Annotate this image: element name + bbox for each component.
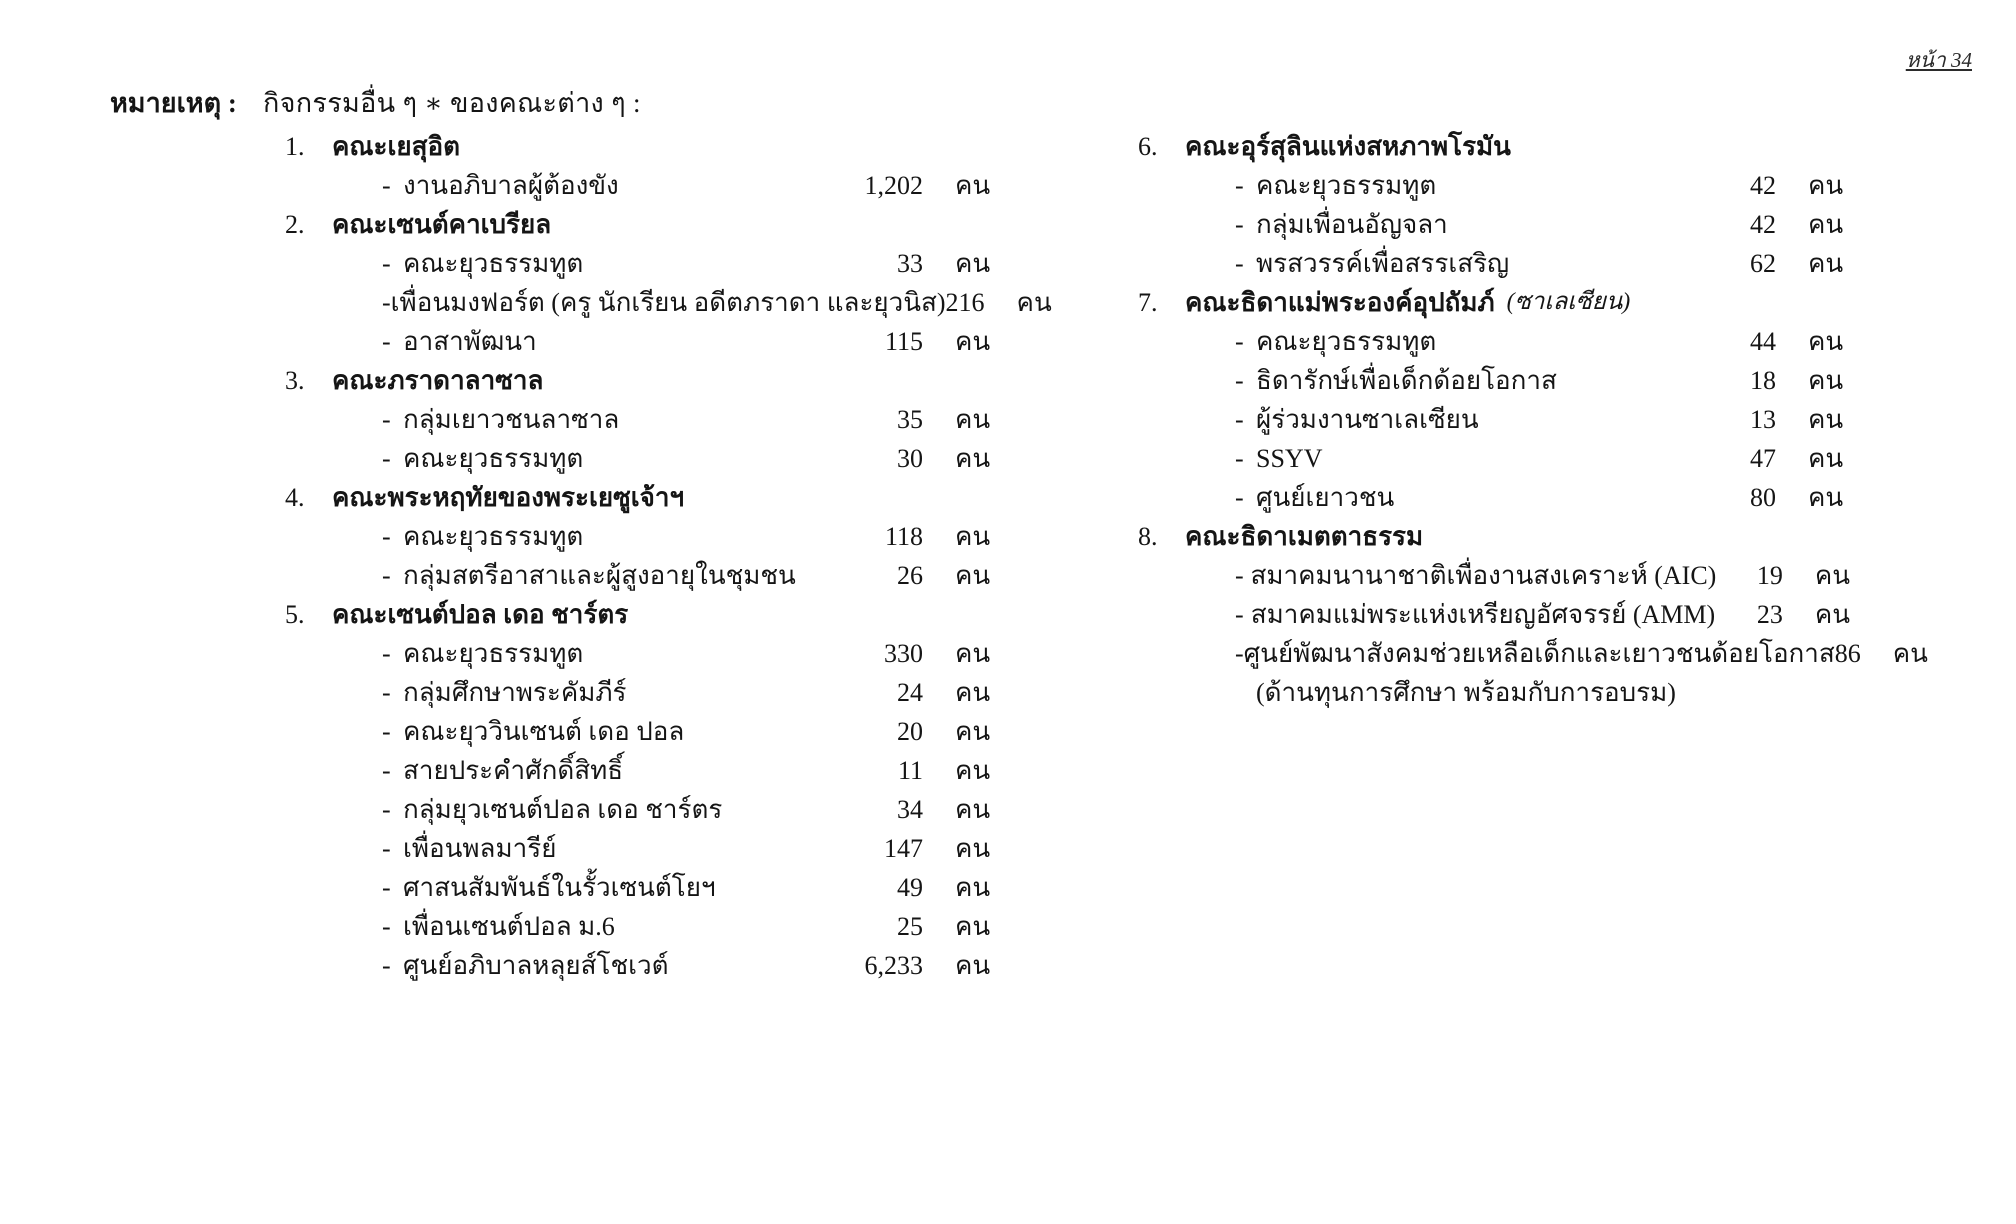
activity-count: 19 [1756,561,1783,590]
activity-row [1138,400,1850,439]
activity-row [285,790,997,829]
activity-count: 23 [1756,600,1783,629]
activity-count: 42 [1750,210,1776,239]
section-number: 5. [285,600,305,629]
dash-bullet: - [1235,405,1244,434]
activity-label: ศาสนสัมพันธ์ในรั้วเซนต์โยฯ [403,873,716,902]
activity-row [285,439,997,478]
right-column [1138,127,1928,712]
activity-label: กลุ่มยุวเซนต์ปอล เดอ ชาร์ตร [403,795,723,824]
activity-count: 62 [1750,249,1776,278]
dash-bullet: - [1235,327,1244,356]
activity-unit: คน [955,171,991,200]
section-header [285,595,997,634]
activity-row [1138,205,1850,244]
activity-unit: คน [1814,600,1850,629]
activity-count: 147 [884,834,923,863]
activity-unit: คน [955,756,991,785]
activity-count: 330 [884,639,923,668]
activity-label: กลุ่มสตรีอาสาและผู้สูงอายุในชุมชน [403,561,796,590]
activity-label: ผู้ร่วมงานซาเลเซียน [1256,405,1479,434]
activity-count: 42 [1750,171,1776,200]
dash-bullet: - [1235,210,1244,239]
dash-bullet: - [382,756,391,785]
section-title: คณะเซนต์ปอล เดอ ชาร์ตร [332,600,629,629]
section-number: 2. [285,210,305,239]
note-label: หมายเหตุ : [110,88,237,118]
page-number: หน้า 34 [1905,48,1972,72]
section [285,205,1052,361]
activity-unit: คน [1808,171,1844,200]
activity-row [1138,556,1850,595]
activity-label: ศูนย์เยาวชน [1256,483,1395,512]
section-number: 8. [1138,522,1158,551]
activity-count: 86 [1834,639,1861,668]
dash-bullet: - [382,912,391,941]
activity-row [285,244,997,283]
activity-label: สมาคมแม่พระแห่งเหรียญอัศจรรย์ (AMM) [1250,600,1716,629]
activity-unit: คน [1016,288,1052,317]
activity-unit: คน [1808,405,1844,434]
activity-unit: คน [955,834,991,863]
dash-bullet: - [382,834,391,863]
activity-count: 47 [1750,444,1776,473]
dash-bullet: - [382,561,391,590]
dash-bullet: - [382,171,391,200]
activity-count: 30 [897,444,923,473]
activity-row [285,400,997,439]
activity-row [285,829,997,868]
activity-count: 80 [1750,483,1776,512]
activity-label: คณะยุวธรรมทูต [403,249,584,278]
dash-bullet: - [382,873,391,902]
activity-row [1138,478,1850,517]
activity-unit: คน [955,639,991,668]
dash-bullet: - [1235,366,1244,395]
activity-label: เพื่อนพลมารีย์ [403,834,557,863]
activity-count: 26 [897,561,923,590]
activity-unit: คน [955,561,991,590]
activity-row [285,322,997,361]
activity-unit: คน [1892,639,1928,668]
activity-label: คณะยุวธรรมทูต [1256,171,1437,200]
activity-label: คณะยุวธรรมทูต [403,522,584,551]
dash-bullet: - [1235,561,1244,590]
activity-unit: คน [955,522,991,551]
dash-bullet: - [382,678,391,707]
activity-row [1138,595,1850,634]
activity-unit: คน [955,405,991,434]
activity-label: คณะยุวธรรมทูต [403,639,584,668]
activity-row [285,283,1052,322]
activity-label: ธิดารักษ์เพื่อเด็กด้อยโอกาส [1256,366,1557,395]
section-title: คณะภราดาลาซาล [332,366,544,395]
activity-unit: คน [1814,561,1850,590]
activity-unit: คน [955,444,991,473]
activity-row [285,712,997,751]
section-header [285,478,997,517]
activity-unit: คน [1808,327,1844,356]
section-header [1138,127,1850,166]
dash-bullet: - [1235,600,1244,629]
activity-unit: คน [955,249,991,278]
activity-label: คณะยุววินเซนต์ เดอ ปอล [403,717,685,746]
dash-bullet: - [382,444,391,473]
activity-note-row [1138,673,1850,712]
section-title: คณะธิดาแม่พระองค์อุปถัมภ์ [1185,288,1495,317]
activity-count: 6,233 [864,951,923,980]
activity-count: 49 [897,873,923,902]
activity-unit: คน [1808,249,1844,278]
dash-bullet: - [1235,483,1244,512]
activity-unit: คน [955,678,991,707]
activity-label: SSYV [1256,444,1323,473]
activity-count: 216 [945,288,985,317]
dash-bullet: - [1235,444,1244,473]
section-title: คณะธิดาเมตตาธรรม [1185,522,1424,551]
activity-row [285,517,997,556]
activity-count: 11 [897,756,923,785]
activity-unit: คน [1808,444,1844,473]
section-title: คณะอุร์สุลินแห่งสหภาพโรมัน [1185,132,1511,161]
section-title-suffix: (ซาเลเซียน) [1506,289,1631,315]
section [285,595,997,985]
dash-bullet: - [382,327,391,356]
activity-count: 25 [897,912,923,941]
section-header [285,361,997,400]
activity-row [285,556,997,595]
activity-count: 13 [1750,405,1776,434]
activity-count: 33 [897,249,923,278]
activity-unit: คน [1808,210,1844,239]
section-number: 3. [285,366,305,395]
section [285,478,997,595]
activity-row [285,868,997,907]
activity-unit: คน [955,873,991,902]
dash-bullet: - [382,405,391,434]
activity-count: 20 [897,717,923,746]
dash-bullet: - [382,717,391,746]
section-header [285,127,997,166]
activity-label: คณะยุวธรรมทูต [403,444,584,473]
activity-row [285,166,997,205]
section-header [1138,283,1850,322]
activity-count: 118 [884,522,923,551]
activity-unit: คน [955,327,991,356]
section-title: คณะเยสุอิต [332,132,460,161]
activity-count: 35 [897,405,923,434]
section [1138,283,1850,517]
note-text: กิจกรรมอื่น ๆ ∗ ของคณะต่าง ๆ : [263,88,641,118]
dash-bullet: - [382,795,391,824]
section-title: คณะพระหฤทัยของพระเยซูเจ้าฯ [332,483,685,512]
activity-label: กลุ่มเยาวชนลาซาล [403,405,620,434]
activity-label: งานอภิบาลผู้ต้องขัง [403,171,619,200]
activity-label: พรสวรรค์เพื่อสรรเสริญ [1256,249,1510,278]
activity-unit: คน [955,795,991,824]
section [285,127,997,205]
activity-label: อาสาพัฒนา [403,327,537,356]
section-number: 1. [285,132,305,161]
activity-row [1138,634,1928,673]
section-header [285,205,997,244]
dash-bullet: - [382,249,391,278]
activity-row [1138,166,1850,205]
dash-bullet: - [382,522,391,551]
activity-label: ศูนย์อภิบาลหลุยส์โชเวต์ [403,951,669,980]
activity-unit: คน [955,912,991,941]
dash-bullet: - [1235,249,1244,278]
activity-row [285,673,997,712]
section-header [1138,517,1850,556]
note-row [110,83,641,123]
section-number: 6. [1138,132,1158,161]
activity-label: ศูนย์พัฒนาสังคมช่วยเหลือเด็กและเยาวชนด้อยโอกาส [1243,639,1835,668]
activity-row [285,634,997,673]
left-column [285,127,1052,985]
activity-row [1138,322,1850,361]
activity-note: (ด้านทุนการศึกษา พร้อมกับการอบรม) [1256,678,1676,707]
section [1138,517,1928,712]
activity-unit: คน [955,717,991,746]
dash-bullet: - [382,951,391,980]
activity-row [285,751,997,790]
activity-unit: คน [1808,483,1844,512]
activity-count: 34 [897,795,923,824]
activity-count: 24 [897,678,923,707]
activity-label: สมาคมนานาชาติเพื่องานสงเคราะห์ (AIC) [1250,561,1717,590]
section [1138,127,1850,283]
dash-bullet: - [382,288,391,317]
activity-label: สายประคำศักดิ์สิทธิ์ [403,756,624,785]
activity-count: 115 [884,327,923,356]
section-title: คณะเซนต์คาเบรียล [332,210,552,239]
section [285,361,997,478]
activity-label: เพื่อนเซนต์ปอล ม.6 [403,912,615,941]
activity-row [1138,244,1850,283]
dash-bullet: - [1235,171,1244,200]
activity-row [1138,361,1850,400]
section-number: 7. [1138,288,1158,317]
activity-row [1138,439,1850,478]
activity-count: 18 [1750,366,1776,395]
activity-label: คณะยุวธรรมทูต [1256,327,1437,356]
activity-count: 1,202 [864,171,923,200]
activity-count: 44 [1750,327,1776,356]
activity-label: กลุ่มเพื่อนอัญจลา [1256,210,1448,239]
activity-label: เพื่อนมงฟอร์ต (ครู นักเรียน อดีตภราดา และยุวนิส) [390,288,946,317]
section-number: 4. [285,483,305,512]
activity-row [285,946,997,985]
activity-row [285,907,997,946]
activity-unit: คน [955,951,991,980]
dash-bullet: - [382,639,391,668]
dash-bullet: - [1235,639,1244,668]
activity-unit: คน [1808,366,1844,395]
activity-label: กลุ่มศึกษาพระคัมภีร์ [403,678,627,707]
